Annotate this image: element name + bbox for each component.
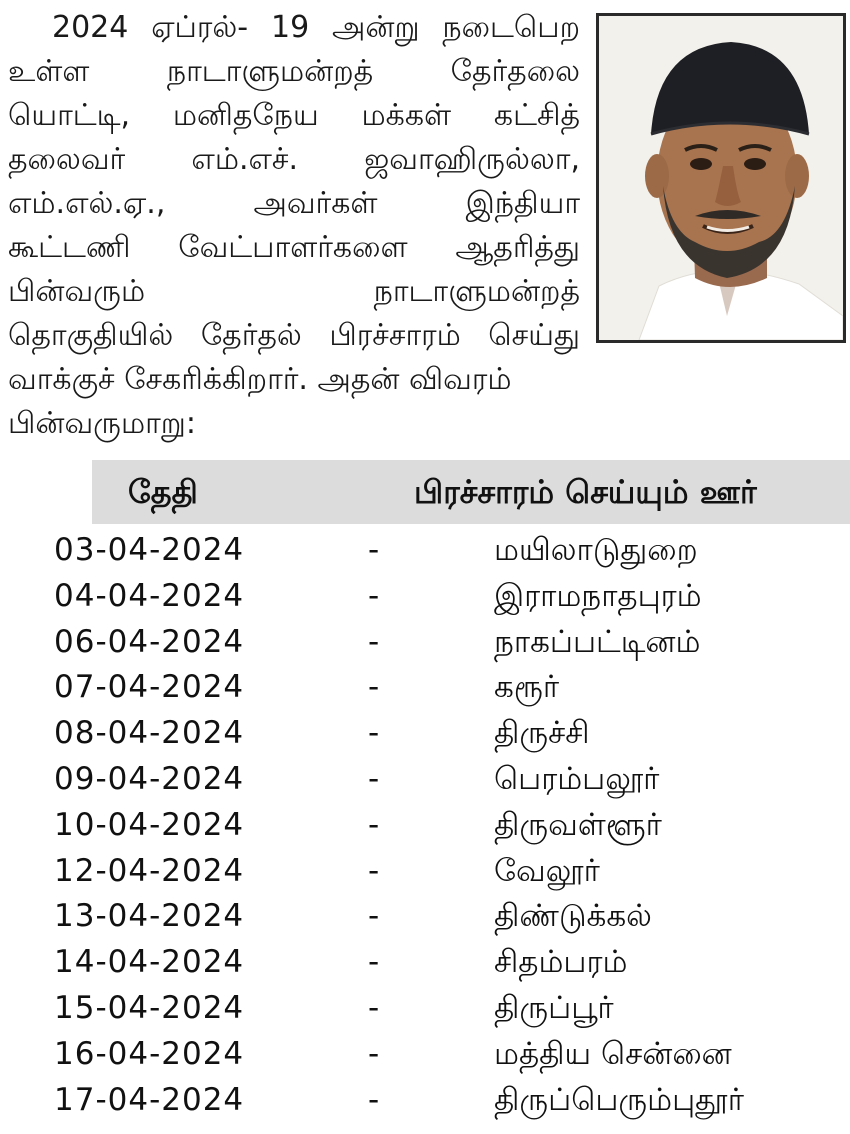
row-separator: - [368, 898, 380, 935]
row-place: சிதம்பரம் [494, 944, 628, 981]
row-date: 03-04-2024 [54, 532, 245, 568]
table-row [0, 1080, 850, 1126]
row-place: வேலூர் [494, 852, 600, 889]
row-date: 15-04-2024 [54, 989, 245, 1026]
table-row [0, 851, 850, 897]
portrait-photo [596, 13, 846, 343]
row-place: மயிலாடுதுறை [494, 532, 698, 568]
table-row [0, 805, 850, 851]
row-separator: - [368, 806, 380, 843]
row-date: 12-04-2024 [54, 852, 245, 889]
intro-line: தலைவர் எம்.எச். ஜவாஹிருல்லா, [8, 142, 580, 177]
row-place: கரூர் [494, 669, 560, 706]
intro-line: பின்வரும் நாடாளுமன்றத் [8, 274, 580, 309]
table-row [0, 896, 850, 942]
table-row [0, 988, 850, 1034]
intro-line: பின்வருமாறு: [8, 406, 196, 441]
portrait-photo-icon [599, 16, 843, 340]
intro-line: எம்.எல்.ஏ., அவர்கள் இந்தியா [8, 186, 580, 221]
intro-line: கூட்டணி வேட்பாளர்களை ஆதரித்து [8, 230, 580, 265]
row-place: திருப்பெரும்புதூர் [494, 1081, 744, 1118]
column-header-date: தேதி [128, 473, 198, 511]
table-row [0, 667, 850, 713]
table-row [0, 1034, 850, 1080]
table-row [0, 713, 850, 759]
intro-line: தொகுதியில் தேர்தல் பிரச்சாரம் செய்து [8, 318, 580, 353]
intro-line: உள்ள நாடாளுமன்றத் தேர்தலை [8, 54, 580, 89]
intro-line: யொட்டி, மனிதநேய மக்கள் கட்சித் [8, 98, 580, 133]
row-separator: - [368, 1081, 380, 1118]
row-place: இராமநாதபுரம் [494, 577, 702, 614]
column-header-place: பிரச்சாரம் செய்யும் ஊர் [414, 473, 757, 511]
row-separator: - [368, 623, 380, 660]
schedule-table-body [0, 530, 850, 1125]
row-separator: - [368, 1035, 380, 1072]
row-separator: - [368, 760, 380, 797]
row-separator: - [368, 532, 380, 568]
table-row [0, 942, 850, 988]
row-date: 13-04-2024 [54, 898, 245, 935]
row-separator: - [368, 989, 380, 1026]
table-row [0, 759, 850, 805]
row-place: திண்டுக்கல் [494, 898, 652, 935]
row-date: 10-04-2024 [54, 806, 245, 843]
table-row [0, 622, 850, 668]
intro-paragraph [8, 6, 580, 446]
table-row [0, 530, 850, 576]
row-date: 04-04-2024 [54, 577, 245, 614]
row-separator: - [368, 669, 380, 706]
row-separator: - [368, 944, 380, 981]
row-date: 08-04-2024 [54, 715, 245, 752]
row-separator: - [368, 577, 380, 614]
row-date: 07-04-2024 [54, 669, 245, 706]
row-separator: - [368, 715, 380, 752]
table-row [0, 576, 850, 622]
intro-line: வாக்குச் சேகரிக்கிறார். அதன் விவரம் [8, 362, 512, 397]
row-date: 17-04-2024 [54, 1081, 245, 1118]
row-place: திருச்சி [494, 715, 590, 752]
row-place: திருப்பூர் [494, 989, 614, 1026]
row-date: 16-04-2024 [54, 1035, 245, 1072]
row-place: நாகப்பட்டினம் [494, 623, 701, 660]
row-date: 06-04-2024 [54, 623, 245, 660]
row-date: 09-04-2024 [54, 760, 245, 797]
row-date: 14-04-2024 [54, 944, 245, 981]
intro-line: 2024 ஏப்ரல்- 19 அன்று நடைபெற [52, 10, 580, 45]
row-place: திருவள்ளூர் [494, 806, 662, 843]
schedule-table-header [92, 460, 850, 524]
row-place: மத்திய சென்னை [494, 1035, 732, 1072]
row-place: பெரம்பலூர் [494, 760, 660, 797]
row-separator: - [368, 852, 380, 889]
